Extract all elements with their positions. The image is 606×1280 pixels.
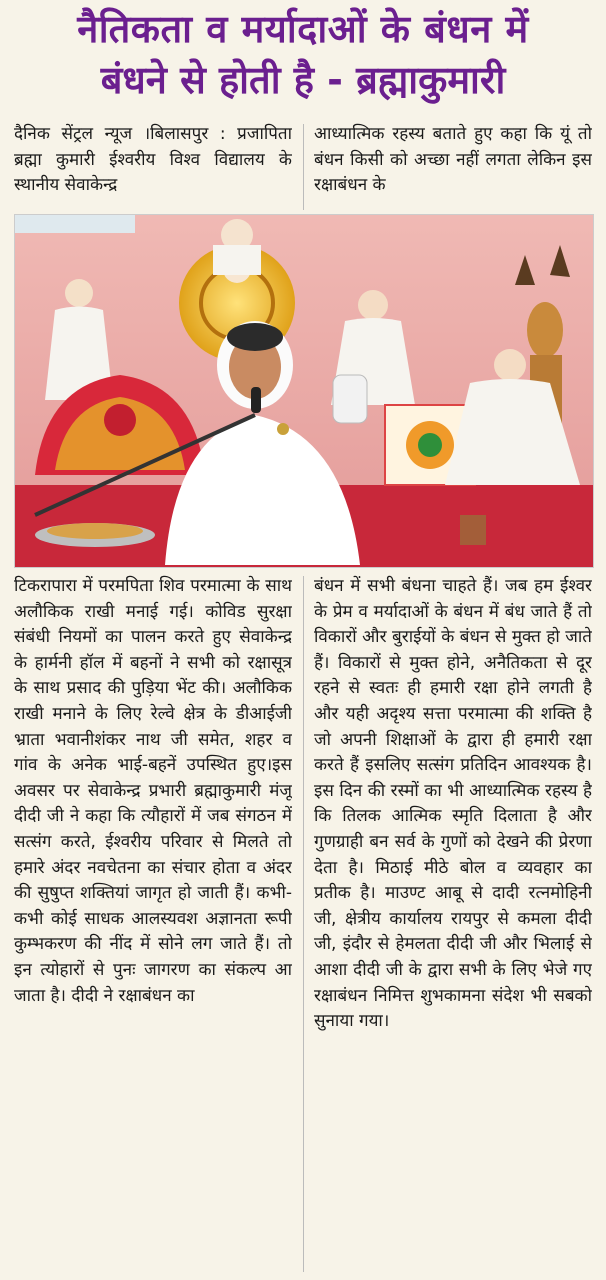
article-text: बंधन में सभी बंधना चाहते हैं। जब हम ईश्वर के प्रेम व मर्यादाओं के बंधन में बंध जाते हैं तो विकारों और बुराईयों के बंधन से मुक्त हो जाते हैं। विकारों से मुक्त होने, अनैतिकता से दूर रहने से स्वतः ही हमारी रक्षा होने लगती है और यही अदृश्य सत्ता परमात्मा की शक्ति है जो अपनी शिक्षाओं के द्वारा ही हमारी रक्षा करते हैं इसलिए सत्संग प्रतिदिन आवश्यक है। इस दिन की रस्मों का भी आध्यात्मिक रहस्य है कि तिलक आत्मिक स्मृति दिलाता है और गुणग्राही बन सर्व के गुणों को देखने की प्रेरणा देता है। मिठाई मीठे बोल व व्यवहार का प्रतीक है। माउण्ट आबू से दादी रत्नमोहिनी जी, क्षेत्रीय कार्यालय रायपुर से कमला दीदी जी, इंदौर से हेमलता दीदी जी और भिलाई से आशा दीदी जी के द्वारा सभी के लिए भेजे गए रक्षाबंधन निमित्त शुभकामना संदेश भी सबको सुनाया गया।	[314, 576, 592, 1032]
article-column-top-right	[314, 122, 592, 212]
event-photo	[14, 214, 594, 568]
headline-line-2: बंधने से होती है - ब्रह्माकुमारी	[100, 58, 506, 102]
column-divider	[303, 124, 304, 210]
photo-illustration	[15, 215, 593, 567]
article-column-bottom-right	[314, 574, 592, 1274]
article-column-bottom-left	[14, 574, 292, 1274]
article-column-top-left	[14, 122, 292, 212]
article-text: दैनिक सेंट्रल न्यूज ।बिलासपुर : प्रजापिता ब्रह्मा कुमारी ईश्वरीय विश्व विद्यालय के स्थानीय सेवाकेन्द्र	[14, 124, 292, 196]
headline-line-1: नैतिकता व मर्यादाओं के बंधन में	[77, 7, 529, 51]
wall-banner	[15, 215, 135, 233]
article-text: टिकरापारा में परमपिता शिव परमात्मा के साथ अलौकिक राखी मनाई गई। कोविड सुरक्षा संबंधी नियमों का पालन करते हुए सेवाकेन्द्र के हार्मनी हॉल में बहनों ने सभी को रक्षासूत्र के साथ प्रसाद की पुड़िया भेंट की। अलौकिक राखी मनाने के लिए रेल्वे क्षेत्र के डीआईजी भ्राता भवानीशंकर नाथ जी समेत, शहर व गांव के अनेक भाई-बहनें उपस्थित हुए।इस अवसर पर सेवाकेन्द्र प्रभारी ब्रह्माकुमारी मंजू दीदी जी ने कहा कि त्यौहारों में जब संगठन में सत्संग करते, ईश्वरीय परिवार से मिलते तो हमारे अंदर नवचेतना का संचार होता व अंदर की सुषुप्त शक्तियां जागृत हो जाती हैं। कभी-कभी कोई साधक आलस्यवश अज्ञानता रूपी कुम्भकरण की नींद में सोने लग जाते हैं। तो इन त्योहारों से पुनः जागरण का संकल्प आ जाता है। दीदी ने रक्षाबंधन का	[14, 576, 292, 1006]
article-text: आध्यात्मिक रहस्य बताते हुए कहा कि यूं तो बंधन किसी को अच्छा नहीं लगता लेकिन इस रक्षाबंधन के	[314, 124, 592, 196]
headline	[12, 4, 594, 112]
column-divider	[303, 576, 304, 1272]
